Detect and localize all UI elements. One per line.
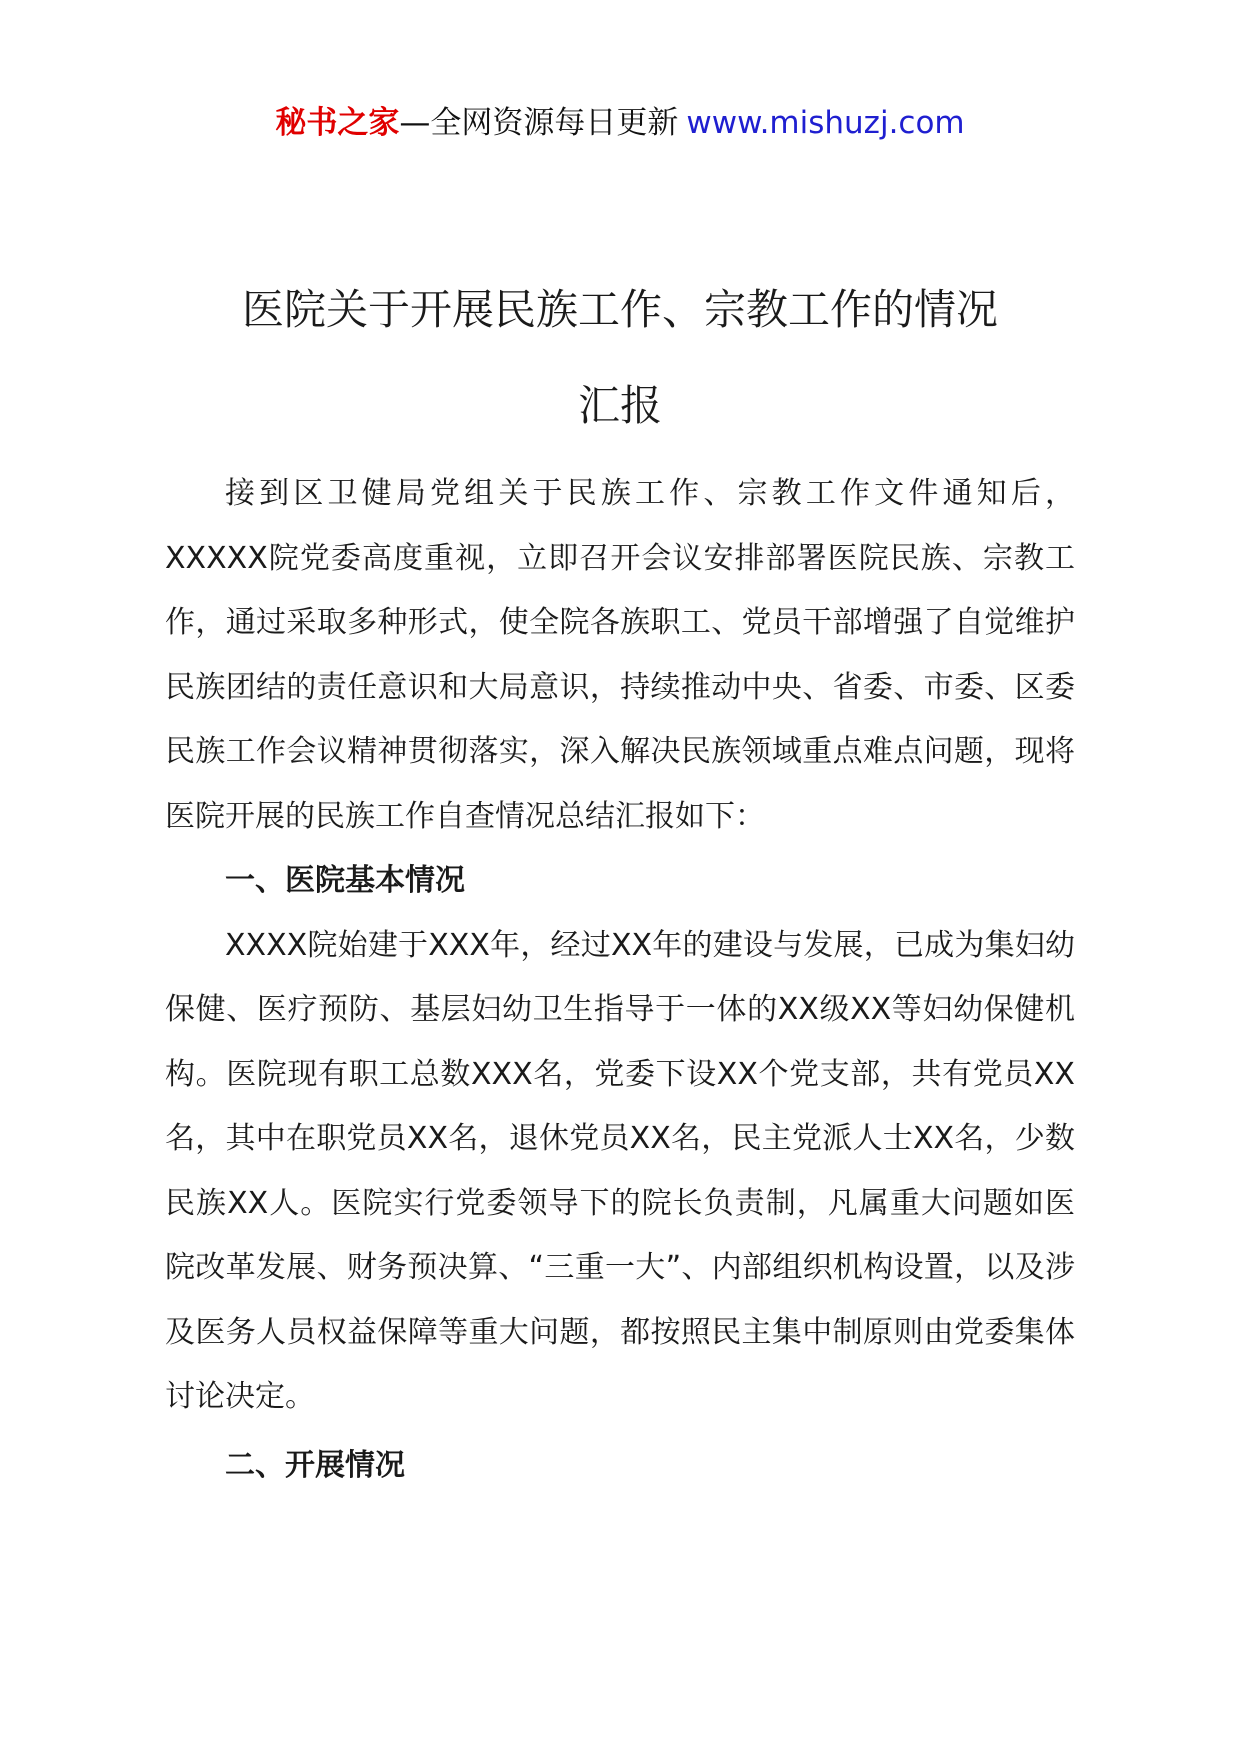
title-line-1: 医院关于开展民族工作、宗教工作的情况 <box>241 285 998 334</box>
title-line-2: 汇报 <box>577 381 662 430</box>
site-url-link[interactable]: www.mishuzj.com <box>686 105 965 141</box>
header-tagline: —全网资源每日更新 <box>399 105 679 141</box>
document-title <box>0 262 1240 454</box>
section-2-heading: 二、开展情况 <box>225 1447 405 1483</box>
document-body <box>165 462 1075 1498</box>
section-1-paragraph: XXXX院始建于XXX年，经过XX年的建设与发展，已成为集妇幼保健、医疗预防、基层妇幼卫生指导于一体的XX级XX等妇幼保健机构。医院现有职工总数XXX名，党委下设XX个党支部，共有党员XX名，其中在职党员XX名，退休党员XX名，民主党派人士XX名，少数民族XX人。医院实行党委领导下的院长负责制，凡属重大问题如医院改革发展、财务预决算、“三重一大”、内部组织机构设置，以及涉及医务人员权益保障等重大问题，都按照民主集中制原则由党委集体讨论决定。 <box>165 927 1075 1414</box>
header-banner <box>0 100 1240 146</box>
section-1-heading: 一、医院基本情况 <box>225 863 465 898</box>
intro-paragraph: 接到区卫健局党组关于民族工作、宗教工作文件通知后，XXXXX院党委高度重视，立即召开会议安排部署医院民族、宗教工作，通过采取多种形式，使全院各族职工、党员干部增强了自觉维护民族团结的责任意识和大局意识，持续推动中央、省委、市委、区委民族工作会议精神贯彻落实，深入解决民族领域重点难点问题，现将医院开展的民族工作自查情况总结汇报如下： <box>165 476 1075 834</box>
brand-name: 秘书之家 <box>275 105 400 141</box>
